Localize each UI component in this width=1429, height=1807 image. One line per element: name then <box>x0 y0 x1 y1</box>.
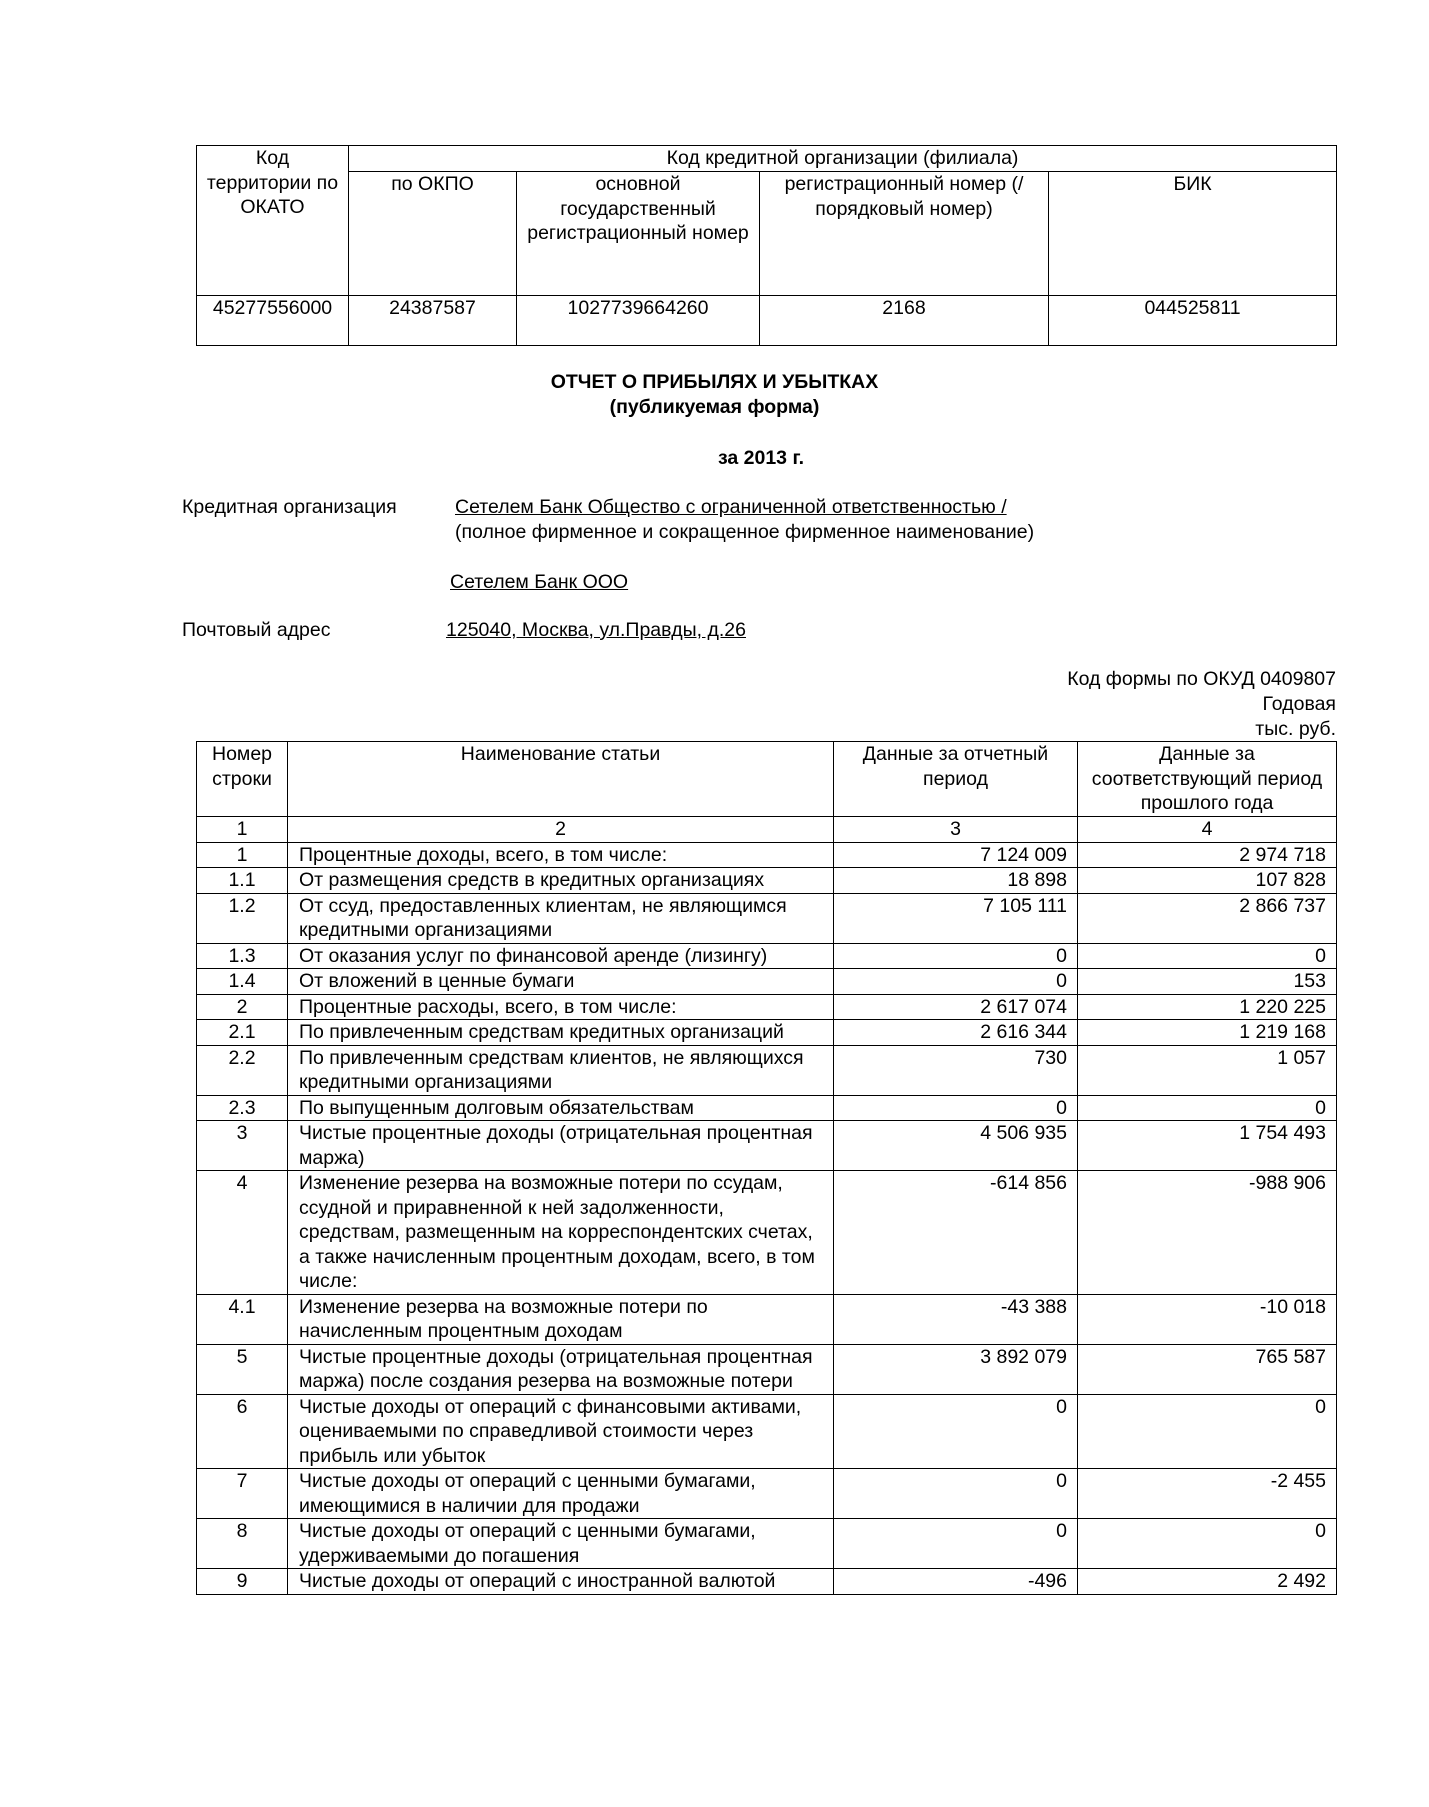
header-row-number: Номер строки <box>197 742 288 817</box>
row-current-value: 0 <box>834 1519 1078 1569</box>
table-row <box>197 893 1337 943</box>
row-current-value: 3 892 079 <box>834 1344 1078 1394</box>
row-previous-value: -2 455 <box>1078 1469 1337 1519</box>
row-item-name: От вложений в ценные бумаги <box>288 969 834 995</box>
row-item-name: Чистые доходы от операций с иностранной валютой <box>288 1569 834 1595</box>
row-item-name: Чистые доходы от операций с ценными бумагами, удерживаемыми до погашения <box>288 1519 834 1569</box>
row-current-value: 2 617 074 <box>834 994 1078 1020</box>
header-current-period: Данные за отчетный период <box>834 742 1078 817</box>
address-label: Почтовый адрес <box>182 619 331 641</box>
row-current-value: 7 124 009 <box>834 842 1078 868</box>
org-name-note: (полное фирменное и сокращенное фирменное наименование) <box>455 521 1035 543</box>
row-number: 1.1 <box>197 868 288 894</box>
row-number: 2 <box>197 994 288 1020</box>
table-row <box>197 1294 1337 1344</box>
report-subtitle: (публикуемая форма) <box>609 396 820 418</box>
column-number-row <box>197 817 1337 843</box>
report-title <box>0 370 1429 420</box>
row-item-name: По привлеченным средствам клиентов, не являющихся кредитными организациями <box>288 1045 834 1095</box>
table-row <box>197 1171 1337 1295</box>
row-item-name: Процентные расходы, всего, в том числе: <box>288 994 834 1020</box>
row-previous-value: 0 <box>1078 1519 1337 1569</box>
okpo-header: по ОКПО <box>349 172 517 296</box>
row-current-value: -43 388 <box>834 1294 1078 1344</box>
org-full-name: Сетелем Банк Общество с ограниченной ответственностью / <box>455 496 1007 518</box>
row-previous-value: 2 492 <box>1078 1569 1337 1595</box>
address-value: 125040, Москва, ул.Правды, д.26 <box>446 619 746 641</box>
table-header-row <box>197 742 1337 817</box>
okato-header: Код территории по ОКАТО <box>197 146 349 296</box>
row-item-name: Процентные доходы, всего, в том числе: <box>288 842 834 868</box>
row-current-value: 2 616 344 <box>834 1020 1078 1046</box>
row-item-name: От оказания услуг по финансовой аренде (лизингу) <box>288 943 834 969</box>
report-period: за 2013 г. <box>717 447 805 469</box>
row-item-name: Чистые процентные доходы (отрицательная процентная маржа) <box>288 1121 834 1171</box>
row-current-value: -614 856 <box>834 1171 1078 1295</box>
row-current-value: 4 506 935 <box>834 1121 1078 1171</box>
row-number: 8 <box>197 1519 288 1569</box>
table-row <box>197 868 1337 894</box>
org-short-name: Сетелем Банк ООО <box>450 571 629 593</box>
row-current-value: 0 <box>834 1469 1078 1519</box>
row-previous-value: -10 018 <box>1078 1294 1337 1344</box>
bik-value: 044525811 <box>1049 296 1337 346</box>
row-number: 2.2 <box>197 1045 288 1095</box>
row-item-name: От размещения средств в кредитных организациях <box>288 868 834 894</box>
row-current-value: -496 <box>834 1569 1078 1595</box>
table-row <box>197 994 1337 1020</box>
profit-loss-table <box>196 741 1337 1595</box>
row-number: 2.3 <box>197 1095 288 1121</box>
row-current-value: 0 <box>834 943 1078 969</box>
row-number: 5 <box>197 1344 288 1394</box>
row-item-name: Чистые процентные доходы (отрицательная процентная маржа) после создания резерва на возможные потери <box>288 1344 834 1394</box>
row-previous-value: 765 587 <box>1078 1344 1337 1394</box>
column-number: 2 <box>288 817 834 843</box>
table-row <box>197 1469 1337 1519</box>
okpo-value: 24387587 <box>349 296 517 346</box>
row-previous-value: 1 219 168 <box>1078 1020 1337 1046</box>
column-number: 3 <box>834 817 1078 843</box>
table-row <box>197 969 1337 995</box>
report-periodicity: Годовая <box>1262 693 1336 715</box>
table-row <box>197 1519 1337 1569</box>
row-number: 2.1 <box>197 1020 288 1046</box>
row-current-value: 0 <box>834 969 1078 995</box>
row-previous-value: 107 828 <box>1078 868 1337 894</box>
row-previous-value: 2 866 737 <box>1078 893 1337 943</box>
row-current-value: 0 <box>834 1095 1078 1121</box>
okato-value: 45277556000 <box>197 296 349 346</box>
row-number: 7 <box>197 1469 288 1519</box>
row-previous-value: 2 974 718 <box>1078 842 1337 868</box>
table-row <box>197 1045 1337 1095</box>
row-number: 9 <box>197 1569 288 1595</box>
org-code-header: Код кредитной организации (филиала) <box>349 146 1337 172</box>
table-row <box>197 943 1337 969</box>
table-row <box>197 1121 1337 1171</box>
row-current-value: 7 105 111 <box>834 893 1078 943</box>
form-info <box>1067 667 1336 742</box>
row-previous-value: 153 <box>1078 969 1337 995</box>
report-title-main: ОТЧЕТ О ПРИБЫЛЯХ И УБЫТКАХ <box>550 371 879 393</box>
header-item-name: Наименование статьи <box>288 742 834 817</box>
row-previous-value: 0 <box>1078 1095 1337 1121</box>
row-number: 3 <box>197 1121 288 1171</box>
row-current-value: 18 898 <box>834 868 1078 894</box>
regnum-header: регистрационный номер (/порядковый номер) <box>760 172 1049 296</box>
row-number: 6 <box>197 1394 288 1469</box>
okud-code: Код формы по ОКУД 0409807 <box>1067 668 1336 690</box>
org-label: Кредитная организация <box>182 496 397 518</box>
row-previous-value: 1 057 <box>1078 1045 1337 1095</box>
row-number: 1 <box>197 842 288 868</box>
column-number: 4 <box>1078 817 1337 843</box>
table-row <box>197 1020 1337 1046</box>
row-number: 1.2 <box>197 893 288 943</box>
row-number: 4.1 <box>197 1294 288 1344</box>
column-number: 1 <box>197 817 288 843</box>
row-number: 4 <box>197 1171 288 1295</box>
row-item-name: По привлеченным средствам кредитных организаций <box>288 1020 834 1046</box>
table-row <box>197 842 1337 868</box>
row-item-name: От ссуд, предоставленных клиентам, не являющимся кредитными организациями <box>288 893 834 943</box>
row-previous-value: 0 <box>1078 943 1337 969</box>
row-previous-value: 1 220 225 <box>1078 994 1337 1020</box>
regnum-value: 2168 <box>760 296 1049 346</box>
row-current-value: 0 <box>834 1394 1078 1469</box>
row-item-name: Изменение резерва на возможные потери по начисленным процентным доходам <box>288 1294 834 1344</box>
ogrn-header: основной государственный регистрационный номер <box>517 172 760 296</box>
row-item-name: По выпущенным долговым обязательствам <box>288 1095 834 1121</box>
table-row <box>197 1569 1337 1595</box>
bik-header: БИК <box>1049 172 1337 296</box>
row-number: 1.3 <box>197 943 288 969</box>
row-previous-value: -988 906 <box>1078 1171 1337 1295</box>
table-row <box>197 1095 1337 1121</box>
table-row <box>197 1344 1337 1394</box>
row-current-value: 730 <box>834 1045 1078 1095</box>
table-row <box>197 1394 1337 1469</box>
row-item-name: Изменение резерва на возможные потери по ссудам, ссудной и приравненной к ней задолженности, средствам, размещенным на корреспондентских счетах, а также начисленным процентным доходам, всего, в том числе: <box>288 1171 834 1295</box>
ogrn-value: 1027739664260 <box>517 296 760 346</box>
row-number: 1.4 <box>197 969 288 995</box>
units-label: тыс. руб. <box>1255 718 1336 740</box>
row-previous-value: 1 754 493 <box>1078 1121 1337 1171</box>
header-previous-period: Данные за соответствующий период прошлого года <box>1078 742 1337 817</box>
row-previous-value: 0 <box>1078 1394 1337 1469</box>
row-item-name: Чистые доходы от операций с финансовыми активами, оцениваемыми по справедливой стоимости через прибыль или убыток <box>288 1394 834 1469</box>
row-item-name: Чистые доходы от операций с ценными бумагами, имеющимися в наличии для продажи <box>288 1469 834 1519</box>
bank-codes-table <box>196 145 1337 346</box>
